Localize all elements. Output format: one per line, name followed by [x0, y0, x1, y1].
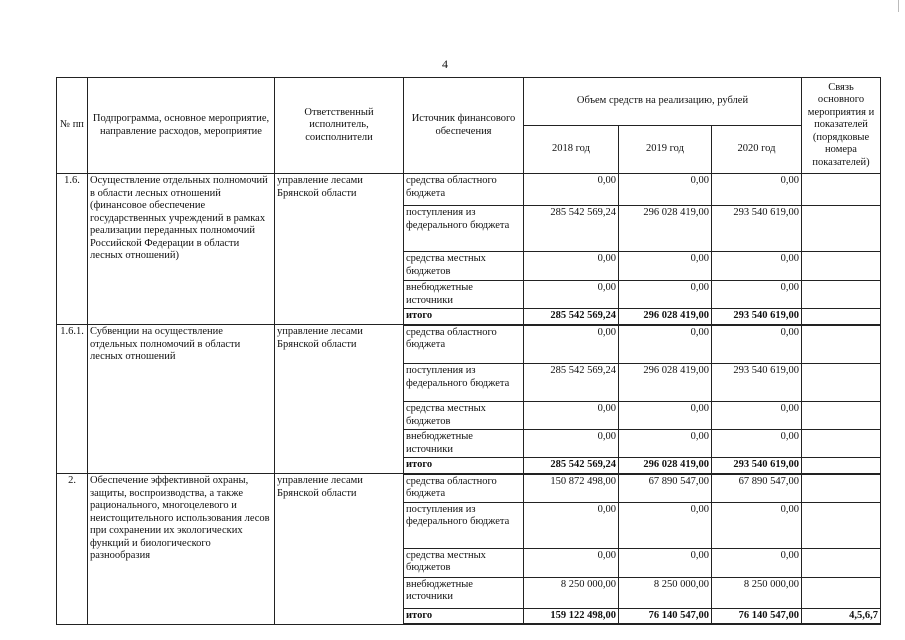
value-2019: 0,00: [619, 174, 712, 206]
program-name: Обеспечение эффективной охраны, защиты, воспроизводства, а также рационального, многоцелевого и неистощительного использования лесов при сохранении их экологических функций и биологического разнообразия: [88, 474, 275, 625]
table-row: [57, 325, 881, 364]
header-year-2020: 2020 год: [712, 126, 802, 174]
funding-source: поступления из федерального бюджета: [404, 206, 524, 252]
funding-source: поступления из федерального бюджета: [404, 502, 524, 548]
value-2019: 0,00: [619, 548, 712, 577]
indicator-link: [802, 309, 881, 325]
value-2019: 0,00: [619, 402, 712, 430]
indicator-link: [802, 402, 881, 430]
header-volume: Объем средств на реализацию, рублей: [524, 78, 802, 126]
value-2018: 0,00: [524, 430, 619, 458]
funding-source: итого: [404, 608, 524, 624]
funding-source: внебюджетные источники: [404, 430, 524, 458]
value-2019: 296 028 419,00: [619, 364, 712, 402]
program-name: Субвенции на осуществление отдельных полномочий в области лесных отношений: [88, 325, 275, 474]
row-number: 1.6.: [57, 174, 88, 325]
funding-source: средства местных бюджетов: [404, 252, 524, 281]
value-2019: 296 028 419,00: [619, 309, 712, 325]
value-2020: 0,00: [712, 281, 802, 309]
value-2018: 285 542 569,24: [524, 309, 619, 325]
value-2019: 0,00: [619, 281, 712, 309]
value-2020: 0,00: [712, 430, 802, 458]
scan-edge-mark: [898, 0, 899, 12]
value-2018: 0,00: [524, 402, 619, 430]
header-executor: Ответственный исполнитель, соисполнители: [275, 78, 404, 174]
value-2020: 67 890 547,00: [712, 474, 802, 503]
value-2018: 8 250 000,00: [524, 577, 619, 608]
value-2018: 0,00: [524, 548, 619, 577]
page-number: 4: [442, 57, 448, 71]
row-number: 2.: [57, 474, 88, 625]
value-2020: 76 140 547,00: [712, 608, 802, 624]
value-2020: 0,00: [712, 402, 802, 430]
indicator-link: [802, 548, 881, 577]
value-2018: 0,00: [524, 502, 619, 548]
table-row: [57, 474, 881, 503]
value-2018: 0,00: [524, 174, 619, 206]
funding-source: средства местных бюджетов: [404, 402, 524, 430]
funding-source: средства областного бюджета: [404, 174, 524, 206]
funding-source: внебюджетные источники: [404, 577, 524, 608]
funding-source: итого: [404, 458, 524, 474]
value-2020: 0,00: [712, 548, 802, 577]
indicator-link: [802, 364, 881, 402]
funding-source: внебюджетные источники: [404, 281, 524, 309]
value-2019: 8 250 000,00: [619, 577, 712, 608]
funding-source: средства местных бюджетов: [404, 548, 524, 577]
value-2020: 293 540 619,00: [712, 458, 802, 474]
value-2020: 293 540 619,00: [712, 309, 802, 325]
value-2019: 0,00: [619, 502, 712, 548]
value-2019: 0,00: [619, 430, 712, 458]
header-source: Источник финансового обеспечения: [404, 78, 524, 174]
indicator-link: [802, 174, 881, 206]
value-2020: 0,00: [712, 174, 802, 206]
value-2018: 159 122 498,00: [524, 608, 619, 624]
funding-source: средства областного бюджета: [404, 325, 524, 364]
value-2020: 0,00: [712, 252, 802, 281]
header-no: № пп: [57, 78, 88, 174]
executor-name: управление лесами Брянской области: [275, 325, 404, 474]
header-link: Связь основного мероприятия и показателей (порядковые номера показателей): [802, 78, 881, 174]
row-number: 1.6.1.: [57, 325, 88, 474]
funding-source: итого: [404, 309, 524, 325]
indicator-link: [802, 577, 881, 608]
value-2019: 296 028 419,00: [619, 206, 712, 252]
funding-source: средства областного бюджета: [404, 474, 524, 503]
value-2020: 0,00: [712, 502, 802, 548]
value-2018: 285 542 569,24: [524, 206, 619, 252]
indicator-link: [802, 502, 881, 548]
value-2020: 293 540 619,00: [712, 364, 802, 402]
value-2018: 0,00: [524, 252, 619, 281]
value-2020: 0,00: [712, 325, 802, 364]
indicator-link: [802, 430, 881, 458]
header-year-2019: 2019 год: [619, 126, 712, 174]
value-2018: 0,00: [524, 325, 619, 364]
indicator-link: [802, 252, 881, 281]
indicator-link: [802, 325, 881, 364]
value-2019: 0,00: [619, 252, 712, 281]
value-2018: 0,00: [524, 281, 619, 309]
value-2018: 150 872 498,00: [524, 474, 619, 503]
indicator-link: [802, 474, 881, 503]
value-2018: 285 542 569,24: [524, 458, 619, 474]
indicator-link: 4,5,6,7: [802, 608, 881, 624]
header-year-2018: 2018 год: [524, 126, 619, 174]
value-2019: 76 140 547,00: [619, 608, 712, 624]
indicator-link: [802, 281, 881, 309]
value-2019: 0,00: [619, 325, 712, 364]
executor-name: управление лесами Брянской области: [275, 174, 404, 325]
indicator-link: [802, 206, 881, 252]
value-2020: 8 250 000,00: [712, 577, 802, 608]
table-row: [57, 174, 881, 206]
indicator-link: [802, 458, 881, 474]
table-body: [57, 174, 881, 625]
value-2019: 296 028 419,00: [619, 458, 712, 474]
value-2020: 293 540 619,00: [712, 206, 802, 252]
budget-table: [56, 77, 881, 625]
program-name: Осуществление отдельных полномочий в области лесных отношений (финансовое обеспечение государственных учреждений в рамках реализации переданных полномочий Российской Федерации в области лесных отношений): [88, 174, 275, 325]
executor-name: управление лесами Брянской области: [275, 474, 404, 625]
value-2019: 67 890 547,00: [619, 474, 712, 503]
value-2018: 285 542 569,24: [524, 364, 619, 402]
header-program: Подпрограмма, основное мероприятие, направление расходов, мероприятие: [88, 78, 275, 174]
funding-source: поступления из федерального бюджета: [404, 364, 524, 402]
